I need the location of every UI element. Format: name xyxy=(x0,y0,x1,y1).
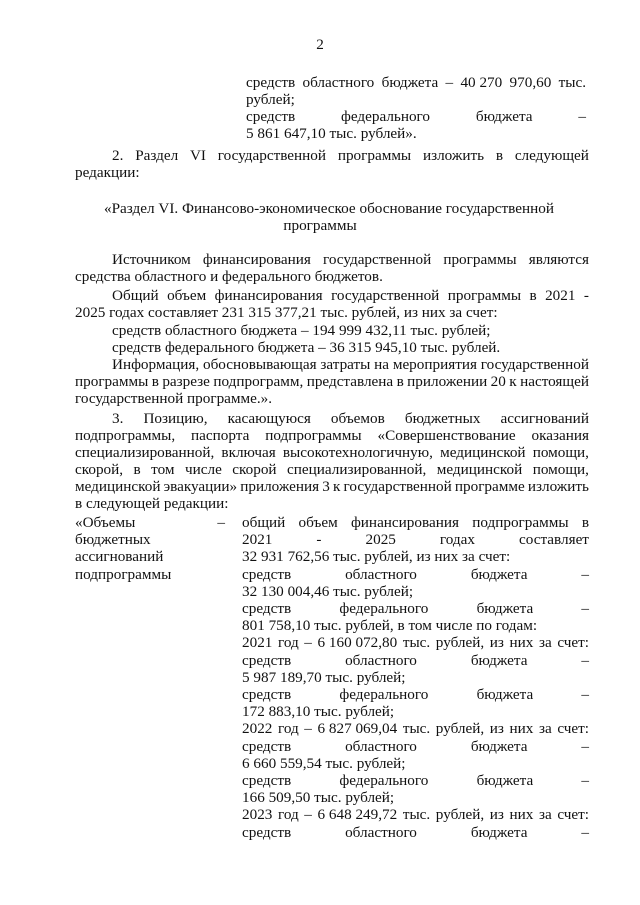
word: приложении xyxy=(407,373,488,390)
table-right-line-2 xyxy=(242,531,589,548)
table-right-line-4 xyxy=(242,566,589,583)
word: них xyxy=(509,634,534,651)
word: Информация, xyxy=(112,356,200,373)
word: 2. xyxy=(112,147,124,164)
body-p4: средств федерального бюджета – 36 315 945,10 тыс. рублей. xyxy=(112,339,501,356)
item3-line-5 xyxy=(75,478,589,495)
word: включая xyxy=(221,444,276,461)
table-left-line-3: ассигнований xyxy=(75,548,164,565)
word: федерального xyxy=(339,600,429,617)
word: – xyxy=(581,652,589,669)
table-right-line-1 xyxy=(242,514,589,531)
word: оказания xyxy=(531,427,589,444)
word: следующей xyxy=(514,147,589,164)
word: тыс. xyxy=(402,634,431,651)
word: бюджета xyxy=(470,652,528,669)
word: 970,60 xyxy=(509,74,552,91)
table-right-line-10: 5 987 189,70 тыс. рублей; xyxy=(242,669,406,686)
word: 6 160 072,80 xyxy=(317,634,398,651)
word: счет: xyxy=(557,720,589,737)
word: средств xyxy=(242,652,292,669)
word: подпрограммы xyxy=(472,514,569,531)
word: касающуюся xyxy=(227,410,311,427)
word: из xyxy=(489,634,504,651)
word: за xyxy=(538,634,552,651)
word: паспорта xyxy=(191,427,250,444)
word: том xyxy=(151,461,175,478)
word: – xyxy=(581,600,589,617)
word: объем xyxy=(298,514,338,531)
item3-line-2 xyxy=(75,427,589,444)
word: 3 xyxy=(322,478,330,495)
word: медицинской xyxy=(436,461,523,478)
word: рублей, xyxy=(435,720,485,737)
word: них xyxy=(509,806,534,823)
word: финансирования xyxy=(202,251,311,268)
section-title-line-2: программы xyxy=(283,217,357,234)
word: программы xyxy=(443,251,517,268)
table-right-line-3: 32 931 762,56 тыс. рублей, из них за счет: xyxy=(242,548,511,565)
word: средств xyxy=(242,824,292,841)
word: Общий xyxy=(112,287,159,304)
word: из xyxy=(489,806,504,823)
word: – xyxy=(304,806,312,823)
body-p1-line-2: средства областного и федерального бюджетов. xyxy=(75,268,383,285)
word: в xyxy=(581,514,589,531)
word: составляет xyxy=(519,531,589,548)
word: средств xyxy=(242,738,292,755)
word: Позицию, xyxy=(143,410,208,427)
table-left-line-2: бюджетных xyxy=(75,531,151,548)
section-title-line-1: «Раздел VI. Финансово-экономическое обоснование государственной xyxy=(104,200,554,217)
word: областного xyxy=(345,738,417,755)
table-right-line-13 xyxy=(242,720,589,737)
word: изложить xyxy=(527,478,589,495)
word: VI xyxy=(189,147,206,164)
word: являются xyxy=(528,251,589,268)
word: средств xyxy=(242,600,292,617)
word: федерального xyxy=(341,108,431,125)
table-right-line-16 xyxy=(242,772,589,789)
word: 2023 xyxy=(242,806,273,823)
word: «Совершенствование xyxy=(377,427,516,444)
item3-line-3 xyxy=(75,444,589,461)
body-p3: средств областного бюджета – 194 999 432,11 тыс. рублей; xyxy=(112,322,491,339)
body-p5-line-1 xyxy=(112,356,589,373)
word: – xyxy=(445,74,454,91)
word: бюджета xyxy=(476,600,534,617)
word: счет: xyxy=(557,634,589,651)
word: тыс. xyxy=(402,806,431,823)
word: на xyxy=(374,356,390,373)
word: эвакуации» xyxy=(163,478,238,495)
word: объемов xyxy=(330,410,385,427)
word: приложения xyxy=(240,478,320,495)
item2-line-1 xyxy=(112,147,589,164)
word: год xyxy=(277,806,299,823)
word: 6 648 249,72 xyxy=(317,806,398,823)
word: 2021 xyxy=(242,531,273,548)
word: областного xyxy=(345,566,417,583)
word: специализированной, xyxy=(287,461,427,478)
table-right-line-17: 166 509,50 тыс. рублей; xyxy=(242,789,395,806)
word: из xyxy=(489,720,504,737)
top-line-1 xyxy=(246,74,586,91)
word: – xyxy=(581,686,589,703)
word: государственной xyxy=(217,147,327,164)
word: обосновывающая xyxy=(202,356,317,373)
table-right-line-12: 172 883,10 тыс. рублей; xyxy=(242,703,395,720)
word: бюджета xyxy=(476,772,534,789)
top-line-2: рублей; xyxy=(246,91,295,108)
word: общий xyxy=(242,514,286,531)
item3-line-6: в следующей редакции: xyxy=(75,495,229,512)
top-line-4: 5 861 647,10 тыс. рублей». xyxy=(246,125,417,142)
word: счет: xyxy=(557,806,589,823)
word: областного xyxy=(345,824,417,841)
word: изложить xyxy=(422,147,485,164)
word: подпрограммы xyxy=(265,427,362,444)
word: к xyxy=(509,373,517,390)
body-p1-line-1 xyxy=(112,251,589,268)
word: – xyxy=(581,824,589,841)
word: бюджетных xyxy=(404,410,481,427)
word: 40 270 xyxy=(460,74,503,91)
word: числе xyxy=(185,461,222,478)
word: тыс. xyxy=(558,74,586,91)
table-left-line-1 xyxy=(75,514,225,531)
word: программы xyxy=(75,373,149,390)
word: государственной xyxy=(331,287,440,304)
word: средств xyxy=(242,686,292,703)
word: бюджета xyxy=(381,74,439,91)
word: медицинской xyxy=(440,444,526,461)
item3-line-1 xyxy=(112,410,589,427)
word: Источником xyxy=(112,251,191,268)
word: 6 827 069,04 xyxy=(317,720,398,737)
word: рублей, xyxy=(435,634,485,651)
word: 2021 xyxy=(545,287,576,304)
table-right-line-11 xyxy=(242,686,589,703)
word: – xyxy=(581,772,589,789)
body-p2-line-1 xyxy=(112,287,589,304)
word: средств xyxy=(242,566,292,583)
word: программы xyxy=(337,147,412,164)
word: рублей, xyxy=(435,806,485,823)
word: мероприятия xyxy=(392,356,477,373)
word: бюджета xyxy=(470,824,528,841)
word: тыс. xyxy=(402,720,431,737)
word: государственной xyxy=(343,478,452,495)
word: в xyxy=(133,461,141,478)
table-left-line-4: подпрограммы xyxy=(75,566,172,583)
word: год xyxy=(277,720,299,737)
word: бюджета xyxy=(470,738,528,755)
word: высокотехнологичную, xyxy=(282,444,433,461)
table-right-line-6 xyxy=(242,600,589,617)
word: скорой xyxy=(232,461,277,478)
item3-line-4 xyxy=(75,461,589,478)
word: за xyxy=(538,720,552,737)
body-p5-line-3: государственной программе.». xyxy=(75,390,273,407)
word: затраты xyxy=(320,356,371,373)
table-right-line-18 xyxy=(242,806,589,823)
word: год xyxy=(277,634,299,651)
word: федерального xyxy=(339,686,429,703)
page-number: 2 xyxy=(316,36,324,53)
table-right-line-7: 801 758,10 тыс. рублей, в том числе по годам: xyxy=(242,617,538,634)
word: настоящей xyxy=(520,373,589,390)
word: программы xyxy=(447,287,522,304)
word: в xyxy=(529,287,537,304)
word: бюджета xyxy=(476,686,534,703)
word: «Объемы xyxy=(75,514,136,531)
word: подпрограмм, xyxy=(213,373,304,390)
table-right-line-8 xyxy=(242,634,589,651)
word: Раздел xyxy=(135,147,179,164)
word: средств xyxy=(242,772,292,789)
word: в xyxy=(396,373,404,390)
word: – xyxy=(581,738,589,755)
word: 3. xyxy=(112,410,124,427)
word: средств xyxy=(246,74,296,91)
item2-line-2: редакции: xyxy=(75,164,140,181)
word: – xyxy=(304,720,312,737)
word: в xyxy=(151,373,159,390)
word: программе xyxy=(454,478,525,495)
word: 2022 xyxy=(242,720,273,737)
word: годах xyxy=(439,531,475,548)
word: подпрограммы, xyxy=(75,427,176,444)
word: разрезе xyxy=(162,373,210,390)
word: 20 xyxy=(490,373,506,390)
word: помощи, xyxy=(532,444,589,461)
body-p2-line-2: 2025 годах составляет 231 315 377,21 тыс. рублей, из них за счет: xyxy=(75,304,498,321)
table-right-line-14 xyxy=(242,738,589,755)
word: - xyxy=(316,531,322,548)
table-right-line-19 xyxy=(242,824,589,841)
word: финансирования xyxy=(214,287,323,304)
word: 2025 xyxy=(365,531,396,548)
word: федерального xyxy=(339,772,429,789)
word: областного xyxy=(302,74,375,91)
word: бюджета xyxy=(475,108,533,125)
word: государственной xyxy=(322,251,432,268)
word: скорой, xyxy=(75,461,124,478)
word: 2021 xyxy=(242,634,273,651)
word: – xyxy=(581,566,589,583)
word: специализированной, xyxy=(75,444,215,461)
word: к xyxy=(333,478,341,495)
word: в xyxy=(495,147,504,164)
word: средств xyxy=(246,108,296,125)
table-right-line-15: 6 660 559,54 тыс. рублей; xyxy=(242,755,406,772)
word: помощи, xyxy=(532,461,589,478)
word: медицинской xyxy=(75,478,161,495)
word: – xyxy=(578,108,586,125)
word: областного xyxy=(345,652,417,669)
word: за xyxy=(538,806,552,823)
word: объем xyxy=(167,287,207,304)
word: – xyxy=(304,634,312,651)
word: государственной xyxy=(480,356,589,373)
table-right-line-5: 32 130 004,46 тыс. рублей; xyxy=(242,583,414,600)
word: финансирования xyxy=(350,514,459,531)
word: представлена xyxy=(306,373,394,390)
body-p5-line-2 xyxy=(75,373,589,390)
table-right-line-9 xyxy=(242,652,589,669)
word: – xyxy=(217,514,225,531)
word: них xyxy=(509,720,534,737)
word: ассигнований xyxy=(500,410,589,427)
top-line-3 xyxy=(246,108,586,125)
word: бюджета xyxy=(470,566,528,583)
word: - xyxy=(583,287,589,304)
